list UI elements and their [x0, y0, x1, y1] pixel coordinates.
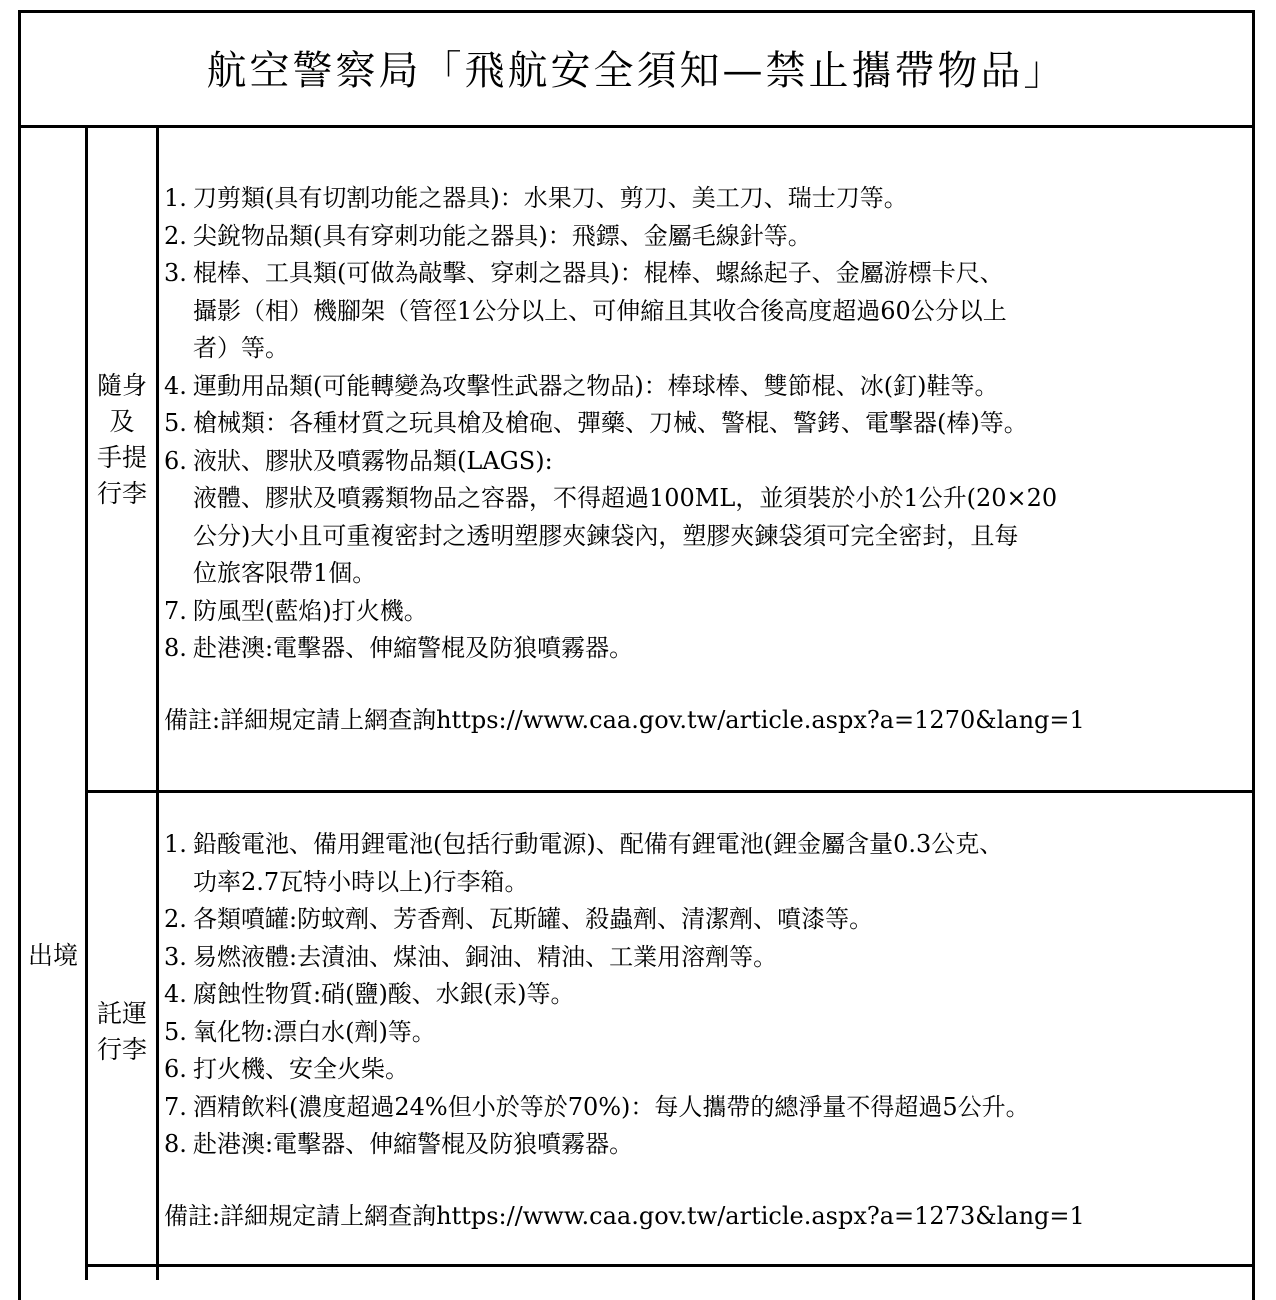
item-text: 腐蝕性物質:硝(鹽)酸、水銀(汞)等。: [193, 980, 575, 1008]
item-number: 4.: [164, 371, 187, 400]
list-item: [164, 255, 1085, 368]
item-text: 鉛酸電池、備用鋰電池(包括行動電源)、配備有鋰電池(鋰金屬含量0.3公克、 功率2.7瓦特小時以上)行李箱。: [193, 830, 1004, 896]
list-item: [164, 218, 1085, 256]
item-number: 5.: [164, 409, 187, 437]
item-number: 3.: [164, 259, 187, 287]
list-item: [164, 1126, 1085, 1164]
item-number: 6.: [164, 446, 187, 475]
item-text: 運動用品類(可能轉變為攻擊性武器之物品)：棒球棒、雙節棍、冰(釘)鞋等。: [193, 371, 999, 400]
item-number: 8.: [164, 634, 187, 662]
list-item: [164, 1089, 1085, 1127]
item-text: 赴港澳:電擊器、伸縮警棍及防狼噴霧器。: [193, 634, 634, 662]
list-item: [164, 180, 1085, 218]
item-text: 易燃液體:去漬油、煤油、銅油、精油、工業用溶劑等。: [193, 942, 778, 971]
page-title: 航空警察局「飛航安全須知—禁止攜帶物品」: [18, 10, 1255, 128]
item-text: 打火機、安全火柴。: [193, 1055, 409, 1083]
section-label-carry-on: [88, 368, 156, 512]
label-line: 行李: [96, 479, 147, 508]
list-item: [164, 1051, 1085, 1089]
item-number: 6.: [164, 1055, 187, 1083]
label-line: 及: [109, 407, 135, 436]
list-item: [164, 976, 1085, 1014]
label-line: 行李: [96, 1035, 147, 1064]
item-number: 3.: [164, 942, 187, 971]
item-text: 氧化物:漂白水(劑)等。: [193, 1017, 436, 1046]
category-label: 出境: [27, 941, 78, 970]
item-text: 各類噴罐:防蚊劑、芳香劑、瓦斯罐、殺蟲劑、清潔劑、噴漆等。: [193, 905, 874, 933]
item-text: 槍械類：各種材質之玩具槍及槍砲、彈藥、刀械、警棍、警銬、電擊器(棒)等。: [193, 409, 1028, 437]
item-text: 酒精飲料(濃度超過24%但小於等於70%)：每人攜帶的總淨量不得超過5公升。: [193, 1092, 1030, 1121]
list-item: [164, 1014, 1085, 1052]
row-divider-2: [85, 1264, 1255, 1267]
list-item: [164, 443, 1085, 593]
list-item: [164, 593, 1085, 631]
item-number: 1.: [164, 184, 187, 212]
item-number: 5.: [164, 1017, 187, 1046]
item-number: 4.: [164, 980, 187, 1008]
item-number: 8.: [164, 1130, 187, 1158]
item-text: 防風型(藍焰)打火機。: [193, 596, 428, 625]
column-divider-2: [156, 128, 159, 1280]
item-text: 棍棒、工具類(可做為敲擊、穿刺之器具)：棍棒、螺絲起子、金屬游標卡尺、 攝影（相）機腳架（管徑1公分以上、可伸縮且其收合後高度超過60公分以上 者）等。: [193, 259, 1007, 362]
label-line: 隨身: [96, 371, 147, 400]
section-content-carry-on: [164, 180, 1085, 739]
list-item: [164, 826, 1085, 901]
item-number: 7.: [164, 1092, 187, 1121]
list-item: [164, 901, 1085, 939]
item-text: 刀剪類(具有切割功能之器具)：水果刀、剪刀、美工刀、瑞士刀等。: [193, 184, 908, 212]
label-line: 手提: [96, 443, 147, 472]
item-text: 液狀、膠狀及噴霧物品類(LAGS): 液體、膠狀及噴霧類物品之容器，不得超過100ML，並須裝於小於1公升(20×20 公分)大小且可重複密封之透明塑膠夾鍊袋內，塑膠夾鍊袋須可完全密封，且每 位旅客限帶1個。: [193, 446, 1058, 587]
note-link-text: 備註:詳細規定請上網查詢https://www.caa.gov.tw/article.aspx?a=1270&lang=1: [164, 705, 1085, 734]
column-divider-1: [85, 128, 88, 1280]
item-number: 7.: [164, 596, 187, 625]
item-text: 尖銳物品類(具有穿刺功能之器具)：飛鏢、金屬毛線針等。: [193, 221, 812, 250]
label-line: 託運: [96, 999, 147, 1028]
section-content-checked: [164, 826, 1085, 1235]
item-text: 赴港澳:電擊器、伸縮警棍及防狼噴霧器。: [193, 1130, 634, 1158]
row-divider-1: [85, 790, 1255, 793]
list-item: [164, 630, 1085, 668]
item-number: 2.: [164, 905, 187, 933]
item-number: 2.: [164, 221, 187, 250]
item-number: 1.: [164, 830, 187, 858]
list-item: [164, 405, 1085, 443]
list-item: [164, 368, 1085, 406]
note-link-text: 備註:詳細規定請上網查詢https://www.caa.gov.tw/article.aspx?a=1273&lang=1: [164, 1201, 1085, 1230]
list-item: [164, 939, 1085, 977]
section-label-checked: [88, 996, 156, 1068]
